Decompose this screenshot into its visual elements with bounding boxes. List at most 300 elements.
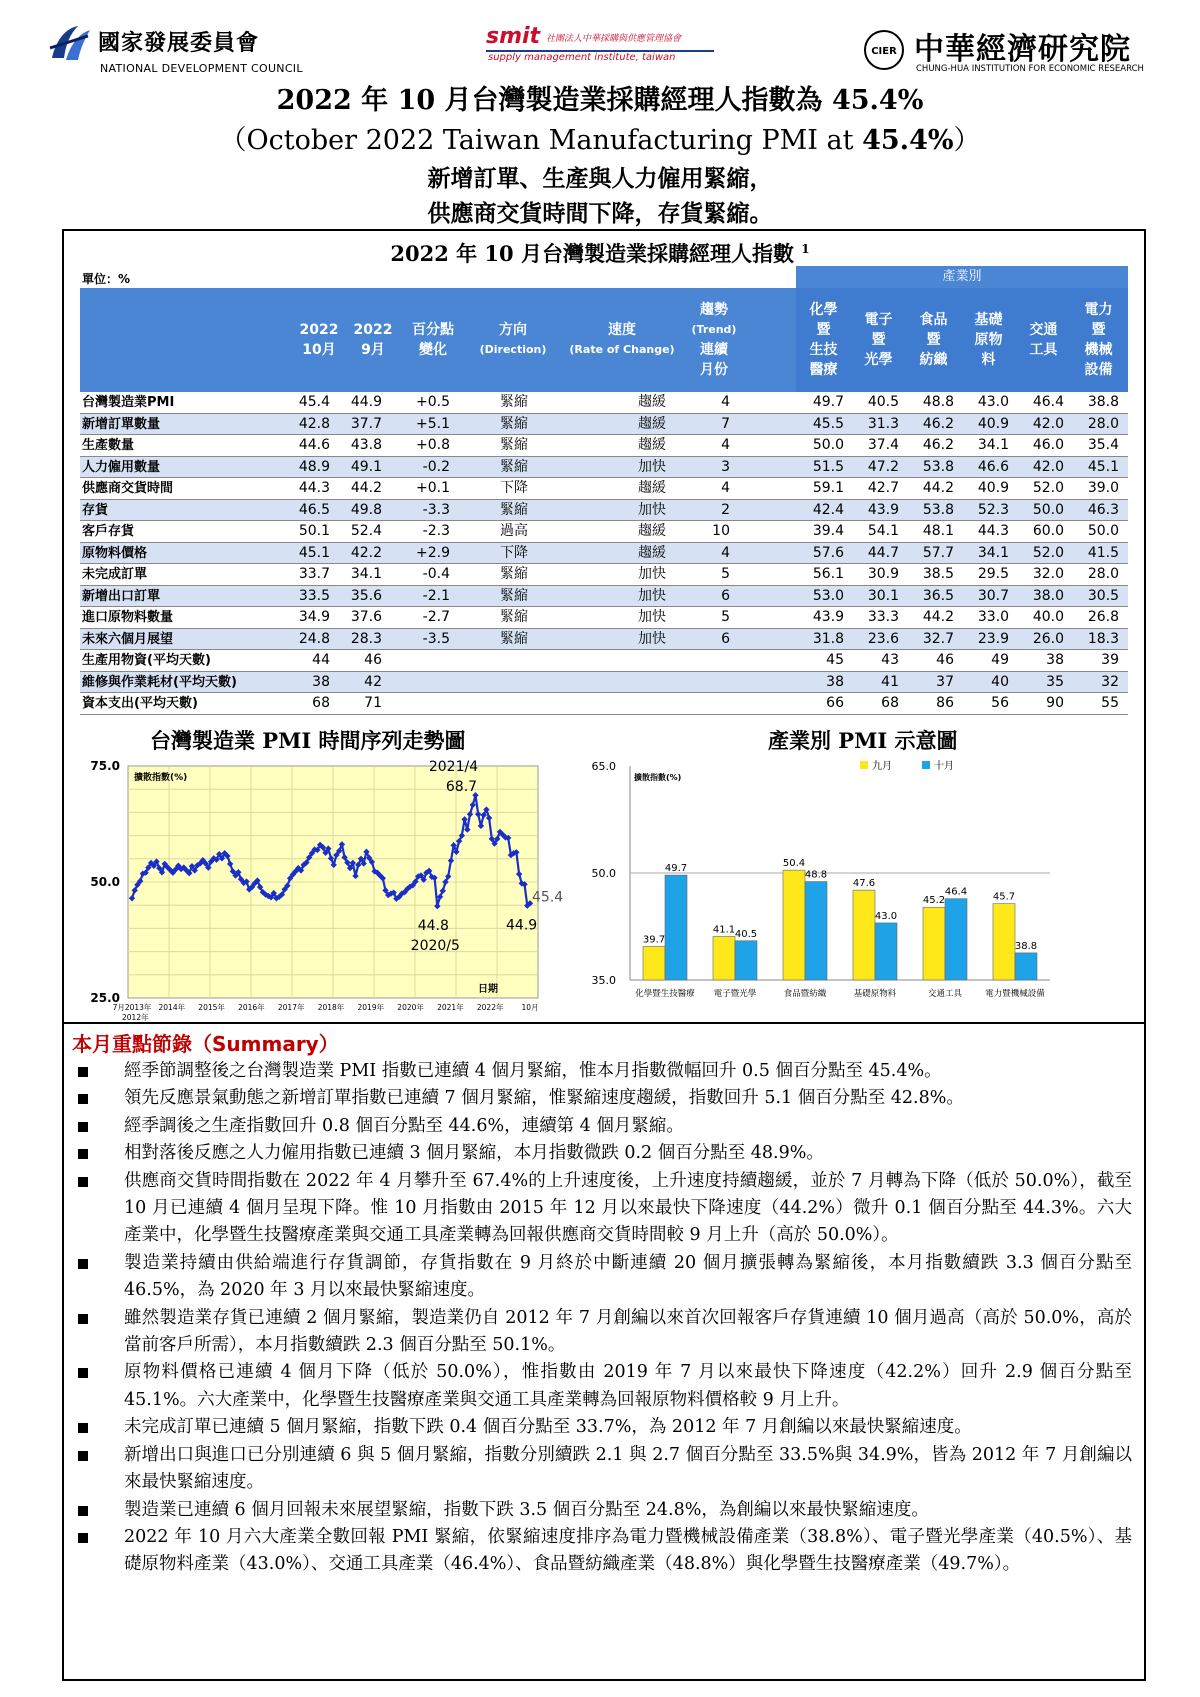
table-row xyxy=(80,650,1128,672)
cell-industry: 38.5 xyxy=(922,566,954,582)
cell-industry: 56.1 xyxy=(812,566,844,582)
cell-rate: 趨緩 xyxy=(638,394,666,410)
bar-value-label: 40.5 xyxy=(734,928,758,940)
industry-pmi-bar-chart xyxy=(591,752,1130,1020)
bar-value-label: 38.8 xyxy=(1014,940,1038,952)
cell-chg: -2.7 xyxy=(422,609,450,625)
bullet-text: 經季節調整後之台灣製造業 PMI 指數已連續 4 個月緊縮，惟本月指數微幅回升 0.5 個百分點至 45.4%。 xyxy=(124,1061,942,1081)
cell-trend: 7 xyxy=(721,415,730,432)
ts-x-tick: 2015年 xyxy=(198,1003,225,1012)
row-label: 台灣製造業PMI xyxy=(82,395,175,410)
cell-industry: 53.0 xyxy=(812,587,844,604)
ts-x-tick: 2017年 xyxy=(277,1003,305,1012)
cell-industry: 44.3 xyxy=(977,523,1009,539)
table-row xyxy=(80,672,1128,694)
cell-industry: 50.0 xyxy=(812,437,844,453)
summary-divider xyxy=(62,1022,1146,1024)
summary-bullet xyxy=(72,1305,1132,1360)
legend-label: 九月 xyxy=(872,761,892,772)
header-industry-line: 電子 xyxy=(864,312,893,328)
header-industry-0 xyxy=(796,288,851,392)
header-trend-line: 趨勢 xyxy=(699,302,728,318)
legend-swatch xyxy=(922,761,930,769)
cell-industry: 31.8 xyxy=(812,630,844,647)
cell-industry: 46.2 xyxy=(922,415,954,432)
bar-y-tick: 65.0 xyxy=(591,760,616,773)
title-en-post: ） xyxy=(953,125,981,156)
header-industry-5 xyxy=(1071,288,1126,392)
cell-industry: 46.6 xyxy=(977,458,1009,475)
cell-trend: 6 xyxy=(721,587,730,604)
ts-x-tick: 7月2013年 xyxy=(112,1003,152,1012)
summary-title: 本月重點節錄（Summary） xyxy=(72,1032,339,1056)
table-row xyxy=(80,693,1128,715)
cell-industry: 43.9 xyxy=(867,501,899,518)
smit-brand: smit xyxy=(486,24,541,49)
bar-category-label: 食品暨紡織 xyxy=(783,989,827,999)
cell-industry: 28.0 xyxy=(1087,415,1119,432)
cell-oct: 42.8 xyxy=(298,415,330,432)
cell-industry: 44.2 xyxy=(922,480,954,496)
cell-industry: 60.0 xyxy=(1032,523,1064,539)
cell-industry: 34.1 xyxy=(977,437,1009,453)
bar-sep xyxy=(993,904,1015,980)
table-row xyxy=(80,521,1128,543)
cell-industry: 53.8 xyxy=(922,458,954,475)
cell-industry: 40.9 xyxy=(977,415,1009,432)
bullet-text: 新增出口與進口已分別連續 6 與 5 個月緊縮，指數分別續跌 2.1 與 2.7 個百分點至 33.5%與 34.9%，皆為 2012 年 7 月創編以來最快緊縮速度。 xyxy=(124,1444,1132,1493)
summary-bullet xyxy=(72,1442,1132,1497)
cell-dir: 緊縮 xyxy=(500,587,528,604)
cell-industry: 42.7 xyxy=(867,480,899,496)
header-sep-line: 2022 xyxy=(353,322,393,338)
bullet-text: 2022 年 10 月六大產業全數回報 PMI 緊縮，依緊縮速度排序為電力暨機械設備產業（38.8%）、電子暨光學產業（40.5%）、基礎原物料產業（43.0%）、交通工具產業（46.4%）、食品暨紡織產業（48.8%）與化學暨生技醫療產業（49.7%）。 xyxy=(124,1526,1132,1575)
cell-sep: 44.2 xyxy=(350,480,382,496)
cell-industry: 30.9 xyxy=(867,566,899,582)
header-oct-line: 10月 xyxy=(302,342,336,358)
cell-chg: -3.5 xyxy=(422,630,450,647)
cell-industry: 49 xyxy=(991,652,1009,668)
cell-industry: 39.4 xyxy=(812,523,844,539)
row-label: 存貨 xyxy=(82,502,109,518)
bar-value-label: 49.7 xyxy=(664,863,688,875)
header-chg-line: 變化 xyxy=(419,342,447,358)
cell-trend: 4 xyxy=(721,544,730,561)
cell-industry: 35.4 xyxy=(1087,437,1119,453)
ts-x-tick: 10月 xyxy=(521,1003,539,1012)
cell-industry: 55 xyxy=(1101,695,1119,711)
header-rate-line: (Rate of Change) xyxy=(569,343,675,356)
legend-label: 十月 xyxy=(934,761,954,772)
cell-oct: 45.1 xyxy=(298,544,330,561)
page-title: 2022 年 10 月台灣製造業採購經理人指數為 45.4% xyxy=(276,85,924,116)
bar-value-label: 41.1 xyxy=(712,924,736,936)
header-rate-line: 速度 xyxy=(607,322,636,338)
bar-chart-title: 產業別 PMI 示意圖 xyxy=(768,728,958,753)
ndc-name-en: NATIONAL DEVELOPMENT COUNCIL xyxy=(100,62,303,75)
bar-value-label: 48.8 xyxy=(804,869,828,881)
cell-industry: 52.0 xyxy=(1032,480,1064,496)
cell-oct: 44.6 xyxy=(298,437,330,453)
header-industry-line: 暨 xyxy=(871,332,886,348)
title-en-pre: （October 2022 Taiwan Manufacturing PMI at xyxy=(219,125,863,156)
cell-industry: 32 xyxy=(1101,673,1119,690)
cell-industry: 34.1 xyxy=(977,544,1009,561)
ts-x-label: 日期 xyxy=(478,984,498,995)
table-row xyxy=(80,392,1128,414)
table-title xyxy=(0,238,1200,268)
cell-industry: 23.9 xyxy=(977,630,1009,647)
row-label: 資本支出(平均天數) xyxy=(82,696,198,711)
cell-dir: 緊縮 xyxy=(500,566,528,582)
cell-industry: 38 xyxy=(1046,652,1064,668)
cell-industry: 38.8 xyxy=(1087,394,1119,410)
row-label: 供應商交貨時間 xyxy=(82,481,174,496)
cell-industry: 44.7 xyxy=(867,544,899,561)
cell-industry: 50.0 xyxy=(1087,523,1119,539)
cell-rate: 趨緩 xyxy=(638,415,666,432)
table-row xyxy=(80,500,1128,522)
cell-oct: 68 xyxy=(312,695,330,711)
cell-oct: 50.1 xyxy=(298,523,330,539)
smit-logo xyxy=(486,24,718,74)
cell-oct: 46.5 xyxy=(298,501,330,518)
cell-industry: 40.5 xyxy=(867,394,899,410)
bullet-square-icon xyxy=(78,1259,88,1269)
ts-annotation-value: 44.9 xyxy=(506,917,538,934)
header-trend-line: 連續 xyxy=(699,342,728,358)
cell-trend: 4 xyxy=(721,480,730,496)
row-label: 客戶存貨 xyxy=(82,524,135,539)
row-label: 生產數量 xyxy=(82,438,135,453)
table-row xyxy=(80,435,1128,457)
cell-trend: 4 xyxy=(721,394,730,410)
bullet-square-icon xyxy=(78,1149,88,1159)
cell-chg: +5.1 xyxy=(416,415,450,432)
bar-value-label: 39.7 xyxy=(642,934,666,946)
summary-bullet xyxy=(72,1058,1132,1085)
ts-y-tick: 75.0 xyxy=(90,759,120,773)
ts-x-tick: 2022年 xyxy=(476,1003,504,1012)
cell-industry: 48.8 xyxy=(922,394,954,410)
cell-industry: 43.0 xyxy=(977,394,1009,410)
cell-chg: +0.1 xyxy=(416,480,450,496)
table-row xyxy=(80,478,1128,500)
cell-industry: 40.9 xyxy=(977,480,1009,496)
cell-industry: 30.5 xyxy=(1087,587,1119,604)
cell-industry: 46.0 xyxy=(1032,437,1064,453)
ndc-name-cn: 國家發展委員會 xyxy=(98,31,260,56)
row-label: 生產用物資(平均天數) xyxy=(82,653,211,668)
bar-oct xyxy=(735,941,757,980)
bullet-text: 製造業已連續 6 個月回報未來展望緊縮，指數下跌 3.5 個百分點至 24.8%，為創編以來最快緊縮速度。 xyxy=(124,1499,929,1520)
bar-sep xyxy=(783,870,805,980)
bullet-square-icon xyxy=(78,1423,88,1433)
ndc-logo-icon xyxy=(48,22,92,64)
cell-chg: +0.8 xyxy=(416,437,450,453)
subtitle-line-2: 供應商交貨時間下降，存貨緊縮。 xyxy=(427,200,773,227)
summary-bullet xyxy=(72,1085,1132,1112)
ts-y-tick: 25.0 xyxy=(90,991,120,1005)
cell-sep: 42 xyxy=(364,673,382,690)
cell-industry: 45.1 xyxy=(1087,458,1119,475)
bullet-square-icon xyxy=(78,1506,88,1516)
cell-industry: 39.0 xyxy=(1087,480,1119,496)
subtitle-line-1: 新增訂單、生產與人力僱用緊縮， xyxy=(427,165,773,192)
header-trend xyxy=(686,288,742,392)
cell-dir: 過高 xyxy=(500,523,528,539)
header-dir-line: (Direction) xyxy=(479,343,547,356)
cell-trend: 3 xyxy=(721,458,730,475)
bullet-square-icon xyxy=(78,1122,88,1132)
bar-y-label: 擴散指數(%) xyxy=(634,773,682,782)
header-industry-line: 原物 xyxy=(974,332,1003,348)
cell-sep: 42.2 xyxy=(350,544,382,561)
bullet-text: 製造業持續由供給端進行存貨調節，存貨指數在 9 月終於中斷連續 20 個月擴張轉為緊縮後，本月指數續跌 3.3 個百分點至 46.5%，為 2020 年 3 月以來最快緊縮速度。 xyxy=(124,1252,1132,1301)
header-industry-line: 基礎 xyxy=(974,312,1003,328)
header-industry-line: 紡織 xyxy=(919,352,948,368)
cell-chg: -3.3 xyxy=(422,501,450,518)
bullet-square-icon xyxy=(78,1177,88,1187)
cell-rate: 趨緩 xyxy=(638,437,666,453)
cell-industry: 32.7 xyxy=(922,630,954,647)
cell-sep: 37.6 xyxy=(350,609,382,625)
bullet-text: 未完成訂單已連續 5 個月緊縮，指數下跌 0.4 個百分點至 33.7%，為 2012 年 7 月創編以來最快緊縮速度。 xyxy=(124,1417,972,1438)
bar-category-label: 基礎原物料 xyxy=(853,989,897,999)
cell-rate: 加快 xyxy=(638,587,666,604)
bar-oct xyxy=(665,875,687,980)
bar-y-tick: 35.0 xyxy=(591,974,616,987)
header-chg xyxy=(398,288,468,392)
cell-oct: 33.5 xyxy=(298,587,330,604)
unit-label: 單位：% xyxy=(82,272,131,286)
table-row xyxy=(80,564,1128,586)
table-footnote: 1 xyxy=(801,242,810,256)
cell-industry: 38 xyxy=(826,673,844,690)
cell-industry: 41.5 xyxy=(1087,544,1119,561)
cell-dir: 緊縮 xyxy=(500,415,528,432)
cell-industry: 45.5 xyxy=(812,415,844,432)
cell-oct: 24.8 xyxy=(298,630,330,647)
cell-industry: 86 xyxy=(936,695,954,711)
header-industry-line: 機械 xyxy=(1084,342,1113,358)
header-trend-line: (Trend) xyxy=(691,323,737,336)
row-label: 進口原物料數量 xyxy=(82,610,174,625)
cier-logo-icon xyxy=(862,28,906,72)
summary-bullets xyxy=(72,1058,1132,1579)
cell-industry: 47.2 xyxy=(867,458,899,475)
summary-bullet xyxy=(72,1250,1132,1305)
summary-bullet xyxy=(72,1113,1132,1140)
industry-group-header: 產業別 xyxy=(796,266,1128,288)
row-label: 新增訂單數量 xyxy=(82,416,161,432)
ts-x-tick: 2016年 xyxy=(238,1003,265,1012)
bar-sep xyxy=(853,890,875,980)
bar-category-label: 交通工具 xyxy=(927,989,963,999)
bar-oct xyxy=(1015,953,1037,980)
cell-industry: 90 xyxy=(1046,695,1064,711)
cell-industry: 46 xyxy=(936,652,954,668)
ts-x-tick: 2014年 xyxy=(158,1003,186,1012)
header-industry-line: 交通 xyxy=(1029,322,1058,338)
legend-swatch xyxy=(860,761,868,769)
cell-sep: 28.3 xyxy=(350,630,382,647)
row-label: 未完成訂單 xyxy=(82,567,148,582)
cell-dir: 緊縮 xyxy=(500,394,528,410)
cell-chg: -2.3 xyxy=(422,523,450,539)
bullet-text: 雖然製造業存貨已連續 2 個月緊縮，製造業仍自 2012 年 7 月創編以來首次回報客戶存貨連續 10 個月過高（高於 50.0%，高於當前客戶所需），本月指數續跌 2.3 個百分點至 50.1%。 xyxy=(124,1307,1132,1356)
smit-org-name: 社團法人中華採購與供應管理協會 xyxy=(546,34,682,44)
table-row xyxy=(80,586,1128,608)
bar-value-label: 43.0 xyxy=(874,910,898,922)
pmi-table xyxy=(80,266,1128,715)
cell-industry: 38.0 xyxy=(1032,587,1064,604)
ts-annotation-label: 2020/5 xyxy=(410,938,460,955)
table-row xyxy=(80,543,1128,565)
bar-sep xyxy=(923,907,945,980)
ts-x-start: 2012年 xyxy=(122,1013,149,1022)
cell-industry: 48.1 xyxy=(922,523,954,539)
row-label: 未來六個月展望 xyxy=(82,631,174,647)
cell-industry: 40 xyxy=(991,673,1009,690)
cell-oct: 45.4 xyxy=(298,394,330,410)
header-trend-line: 月份 xyxy=(699,362,728,378)
cell-chg: -0.4 xyxy=(422,566,450,582)
cell-industry: 33.0 xyxy=(977,609,1009,625)
ts-x-tick: 2020年 xyxy=(397,1003,424,1012)
bar-category-label: 電力暨機械設備 xyxy=(985,989,1045,999)
summary-bullet xyxy=(72,1414,1132,1441)
header-industry-2 xyxy=(906,288,961,392)
cell-industry: 39 xyxy=(1101,652,1119,668)
cell-sep: 71 xyxy=(364,695,382,711)
bullet-square-icon xyxy=(78,1368,88,1378)
ts-x-tick: 2021年 xyxy=(437,1003,464,1012)
cell-dir: 緊縮 xyxy=(500,437,528,453)
cell-dir: 緊縮 xyxy=(500,630,528,647)
cell-sep: 44.9 xyxy=(350,394,382,410)
bullet-text: 供應商交貨時間指數在 2022 年 4 月攀升至 67.4%的上升速度後，上升速度持續趨緩，並於 7 月轉為下降（低於 50.0%），截至 10 月已連續 4 個月呈現下降。惟 10 月指數由 2015 年 12 月以來最快下降速度（44.2%）微升 0.1 個百分點至 44.3%。六大產業中，化學暨生技醫療產業與交通工具產業轉為回報供應商交貨時間較 9 月上升（高於 50.0%）。 xyxy=(124,1170,1132,1246)
cell-dir: 下降 xyxy=(500,480,528,496)
bar-oct xyxy=(875,923,897,980)
cell-industry: 26.0 xyxy=(1032,630,1064,647)
bar-value-label: 46.4 xyxy=(944,886,968,898)
header-industry-line: 生技 xyxy=(809,342,838,358)
cell-industry: 26.8 xyxy=(1087,609,1119,625)
cell-dir: 緊縮 xyxy=(500,458,528,475)
bar-sep xyxy=(713,936,735,980)
bar-category-label: 化學暨生技醫療 xyxy=(635,989,695,999)
cell-trend: 10 xyxy=(712,523,730,539)
cell-industry: 37 xyxy=(936,673,954,690)
cell-industry: 30.1 xyxy=(867,587,899,604)
header-industry-line: 食品 xyxy=(919,312,948,328)
cell-dir: 緊縮 xyxy=(500,609,528,625)
cell-industry: 42.0 xyxy=(1032,458,1064,475)
cell-trend: 5 xyxy=(721,566,730,582)
cell-industry: 41 xyxy=(881,673,899,690)
cell-industry: 52.3 xyxy=(977,501,1009,518)
cier-name-en: CHUNG-HUA INSTITUTION FOR ECONOMIC RESEARCH xyxy=(916,64,1144,74)
cell-industry: 46.2 xyxy=(922,437,954,453)
summary-bullet xyxy=(72,1359,1132,1414)
cell-sep: 49.1 xyxy=(350,458,382,475)
cell-sep: 49.8 xyxy=(350,501,382,518)
cell-industry: 36.5 xyxy=(922,587,954,604)
cell-industry: 29.5 xyxy=(977,566,1009,582)
cier-mark-text: CIER xyxy=(871,46,897,57)
cell-trend: 4 xyxy=(721,437,730,453)
bullet-square-icon xyxy=(78,1533,88,1543)
cell-industry: 51.5 xyxy=(812,458,844,475)
cell-oct: 48.9 xyxy=(298,458,330,475)
cell-oct: 33.7 xyxy=(298,566,330,582)
bar-value-label: 47.6 xyxy=(852,878,876,890)
header-industry-line: 暨 xyxy=(1091,322,1106,338)
cell-chg: -2.1 xyxy=(422,587,450,604)
header-sep xyxy=(348,288,398,392)
bar-sep xyxy=(643,946,665,980)
header-rate xyxy=(558,288,686,392)
cell-oct: 44.3 xyxy=(298,480,330,496)
bullet-square-icon xyxy=(78,1314,88,1324)
cell-chg: +0.5 xyxy=(416,394,450,410)
header-chg-line: 百分點 xyxy=(412,322,454,338)
header-oct-line: 2022 xyxy=(299,322,339,338)
bar-category-label: 電子暨光學 xyxy=(713,989,757,999)
cell-sep: 37.7 xyxy=(350,415,382,432)
table-row xyxy=(80,457,1128,479)
header-industry-line: 暨 xyxy=(816,322,831,338)
bullet-square-icon xyxy=(78,1451,88,1461)
ts-annotation-value: 68.7 xyxy=(445,779,478,796)
bullet-text: 領先反應景氣動態之新增訂單指數已連續 7 個月緊縮，惟緊縮速度趨緩，指數回升 5.1 個百分點至 42.8%。 xyxy=(124,1088,964,1109)
smit-subtitle: supply management institute, taiwan xyxy=(488,52,676,63)
cell-trend: 2 xyxy=(721,501,730,518)
row-label: 新增出口訂單 xyxy=(82,588,161,604)
title-en-value: 45.4% xyxy=(862,125,954,156)
table-row xyxy=(80,629,1128,651)
cell-sep: 52.4 xyxy=(350,523,382,539)
table-row xyxy=(80,414,1128,436)
cell-industry: 46.3 xyxy=(1087,501,1119,518)
header-industry-line: 醫療 xyxy=(809,362,838,378)
cell-industry: 43 xyxy=(881,652,899,668)
cell-oct: 44 xyxy=(312,652,330,668)
cell-industry: 54.1 xyxy=(867,523,899,539)
cell-rate: 加快 xyxy=(638,501,666,518)
page-title-en xyxy=(0,118,1200,157)
cell-industry: 57.7 xyxy=(922,544,954,561)
table-row xyxy=(80,607,1128,629)
cell-industry: 49.7 xyxy=(812,394,844,410)
cell-industry: 46.4 xyxy=(1032,394,1064,410)
header-dir xyxy=(468,288,558,392)
pmi-time-series-chart xyxy=(80,752,564,1022)
ts-annotation-label: 2021/4 xyxy=(428,759,479,776)
cell-industry: 50.0 xyxy=(1032,501,1064,518)
cell-rate: 趨緩 xyxy=(638,523,666,539)
summary-bullet xyxy=(72,1140,1132,1167)
cell-trend: 6 xyxy=(721,630,730,647)
cell-industry: 57.6 xyxy=(812,544,844,561)
header-industry-line: 化學 xyxy=(809,302,838,318)
cell-industry: 30.7 xyxy=(977,587,1009,604)
cell-rate: 加快 xyxy=(638,458,666,475)
cell-trend: 5 xyxy=(721,609,730,625)
cell-industry: 23.6 xyxy=(867,630,899,647)
header-sep-line: 9月 xyxy=(361,342,385,358)
